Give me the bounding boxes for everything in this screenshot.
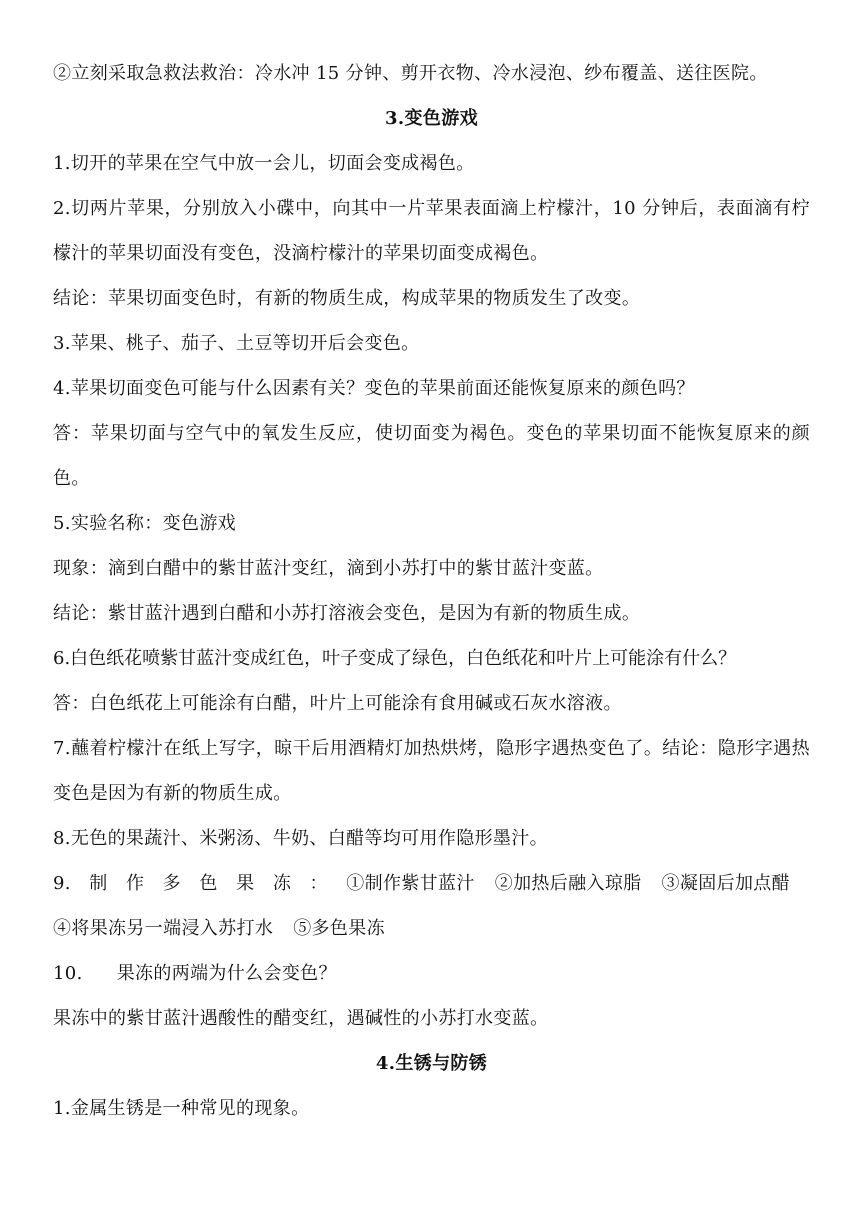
item-10-number: 10.: [53, 963, 83, 984]
item-2: 2.切两片苹果，分别放入小碟中，向其中一片苹果表面滴上柠檬汁，10 分钟后，表面滴有柠檬汁的苹果切面没有变色，没滴柠檬汁的苹果切面变成褐色。: [53, 198, 810, 264]
item-9-lead: 9.制作多色果冻：: [53, 873, 347, 894]
item-5-phenomenon: 现象：滴到白醋中的紫甘蓝汁变红，滴到小苏打中的紫甘蓝汁变蓝。: [53, 558, 604, 579]
item-9-step-4: ④将果冻另一端浸入苏打水: [53, 918, 274, 939]
section-heading-rust: 4.生锈与防锈: [375, 1053, 488, 1074]
item-10-answer: 果冻中的紫甘蓝汁遇酸性的醋变红，遇碱性的小苏打水变蓝。: [53, 1008, 549, 1029]
item-2-conclusion: 结论：苹果切面变色时，有新的物质生成，构成苹果的物质发生了改变。: [53, 288, 641, 309]
item-10-text: 果冻的两端为什么会变色？: [116, 963, 337, 984]
item-8: 8.无色的果蔬汁、米粥汤、牛奶、白醋等均可用作隐形墨汁。: [53, 828, 548, 849]
item-9-steps: [53, 861, 810, 951]
item-1: 1.切开的苹果在空气中放一会儿，切面会变成褐色。: [53, 153, 475, 174]
item-5-title: 5.实验名称：变色游戏: [53, 513, 237, 534]
item-10-question: [53, 951, 810, 996]
item-7: 7.蘸着柠檬汁在纸上写字，晾干后用酒精灯加热烘烤，隐形字遇热变色了。结论：隐形字遇热变色是因为有新的物质生成。: [53, 738, 810, 804]
item-5-conclusion: 结论：紫甘蓝汁遇到白醋和小苏打溶液会变色，是因为有新的物质生成。: [53, 603, 641, 624]
item-9-step-2: ②加热后融入琼脂: [494, 873, 642, 894]
item-9-step-5: ⑤多色果冻: [293, 918, 385, 939]
item-9-step-1: ①制作紫甘蓝汁: [346, 873, 475, 894]
rust-item-1: 1.金属生锈是一种常见的现象。: [53, 1098, 310, 1119]
item-6-answer: 答：白色纸花上可能涂有白醋，叶片上可能涂有食用碱或石灰水溶液。: [53, 693, 622, 714]
section-heading-color-game: 3.变色游戏: [385, 108, 478, 129]
item-9-step-3: ③凝固后加点醋: [661, 873, 790, 894]
item-6-question: 6.白色纸花喷紫甘蓝汁变成红色，叶子变成了绿色，白色纸花和叶片上可能涂有什么？: [53, 648, 737, 669]
item-4-question: 4.苹果切面变色可能与什么因素有关？变色的苹果前面还能恢复原来的颜色吗？: [53, 378, 695, 399]
item-4-answer: 答：苹果切面与空气中的氧发生反应，使切面变为褐色。变色的苹果切面不能恢复原来的颜色。: [53, 423, 810, 489]
item-3: 3.苹果、桃子、茄子、土豆等切开后会变色。: [53, 333, 420, 354]
first-aid-steps: ②立刻采取急救法救治：冷水冲 15 分钟、剪开衣物、冷水浸泡、纱布覆盖、送往医院。: [53, 63, 768, 84]
